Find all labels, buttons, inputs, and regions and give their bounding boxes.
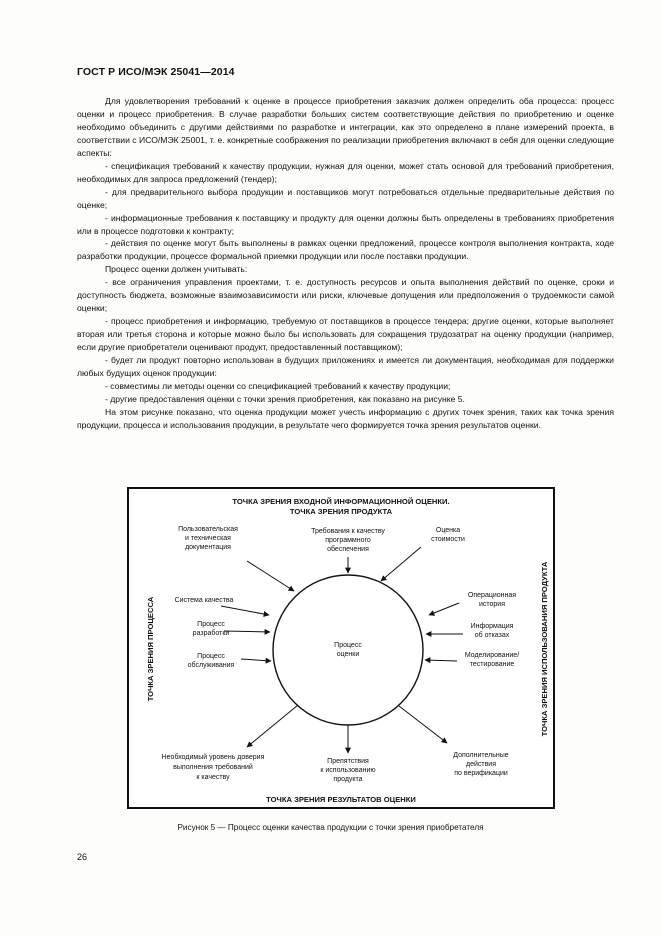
paragraph: - все ограничения управления проектами, т. е. доступность ресурсов и опыта выполнения действий по оценке, сроки и доступность бюджета, возможные взаимозависимости или риски, ключевые допущения или предположения о трудоемкости самой оценки; (77, 277, 614, 314)
paragraph: - процесс приобретения и информацию, требуемую от поставщиков в процессе тендера; другие оценки, которые выполняет вторая или третья сторона и которые можно было бы использовать для сокращения трудозатрат на оценку продукции (например, если другие приобретатели оценивают продукт, предоставленный поставщиком); (77, 316, 614, 353)
arrow (429, 603, 459, 615)
page-number: 26 (77, 852, 88, 862)
body-text (77, 95, 614, 432)
user-docs-label: Пользовательская (178, 526, 238, 533)
verification-actions-label: действия (465, 761, 497, 768)
modeling-testing-label: Моделирование/ (464, 652, 520, 659)
diagram-right-title: ТОЧКА ЗРЕНИЯ ИСПОЛЬЗОВАНИЯ ПРОДУКТА (540, 561, 549, 737)
arrow (399, 706, 447, 743)
operational-history-label: история (478, 601, 506, 608)
document-header: ГОСТ Р ИСО/МЭК 25041—2014 (77, 66, 235, 78)
diagram-product-title: ТОЧКА ЗРЕНИЯ ПРОДУКТА (289, 507, 393, 516)
paragraph: - другие предоставления оценки с точки зрения приобретения, как показано на рисунке 5. (105, 393, 465, 404)
paragraph: - совместимы ли методы оценки со спецификацией требований к качеству продукции; (105, 380, 451, 391)
trust-level-label: выполнения требований (173, 764, 253, 771)
arrow (247, 561, 294, 591)
paragraph: - для предварительного выбора продукции и поставщиков могут потребоваться отдельные предварительные действия по оценке; (77, 186, 614, 210)
paragraph: - информационные требования к поставщику и продукту для оценки должны быть определены в требованиях приобретения или в процессе подготовки к контракту; (77, 212, 614, 236)
paragraph: - спецификация требований к качеству продукции, нужная для оценки, может стать основой для требований приобретения, необходимых для запроса предложений (тендер); (77, 160, 614, 184)
evaluation-process-circle (273, 575, 423, 725)
quality-system-label: Система качества (174, 597, 234, 604)
arrow (224, 631, 270, 632)
arrow (241, 659, 271, 661)
cost-estimate-label: Оценка (435, 527, 461, 534)
usage-barriers-label: Препятствия (327, 758, 369, 765)
paragraph: Для удовлетворения требований к оценке в процессе приобретения заказчик должен определить оба процесса: процесс оценки и процесс приобретения. В случае разработки больших систем соответствующие действия по приобретению и оценке необходимо объединить с другими действиями по разработке и интеграции, как это определено в плане измерений проекта, в соответствии с ИСО/МЭК 25001, т. е. конкретные соображения по реализации приобретения включают в себя для оценки следующие аспекты: (77, 96, 614, 158)
arrow (221, 606, 269, 615)
paragraph: - будет ли продукт повторно использован в будущих приложениях и имеется ли документация, необходимая для поддержки любых будущих оценок продукции: (77, 355, 614, 379)
diagram-left-title: ТОЧКА ЗРЕНИЯ ПРОЦЕССА (146, 596, 155, 702)
verification-actions-label: Дополнительные (453, 752, 509, 759)
usage-barriers-label: к использованию (320, 767, 376, 774)
cost-estimate-label: стоимости (431, 536, 465, 543)
arrow (425, 660, 457, 661)
dev-process-label: разработки (192, 630, 230, 637)
user-docs-label: документация (185, 544, 231, 551)
modeling-testing-label: тестирование (469, 661, 515, 668)
quality-req-label: обеспечения (327, 546, 369, 553)
center-label-line: Процесс (334, 642, 362, 649)
trust-level-label: Необходимый уровень доверия (161, 754, 265, 761)
paragraph: Процесс оценки должен учитывать: (105, 264, 248, 275)
dev-process-label: Процесс (197, 621, 225, 628)
arrow (247, 705, 298, 747)
center-label-line: оценки (336, 651, 360, 658)
arrow (381, 547, 421, 581)
diagram-top-title: ТОЧКА ЗРЕНИЯ ВХОДНОЙ ИНФОРМАЦИОННОЙ ОЦЕНКИ. (232, 497, 450, 506)
usage-barriers-label: продукта (333, 776, 363, 783)
failure-info-label: об отказах (474, 632, 510, 639)
user-docs-label: и техническая (185, 535, 231, 542)
trust-level-label: к качеству (196, 774, 230, 781)
failure-info-label: Информация (470, 623, 514, 630)
paragraph: - действия по оценке могут быть выполнены в рамках оценки предложений, процессе контроля выполнения контракта, ходе разработки продукции, процессе формальной приемки продукции или после поставки продукции. (77, 238, 614, 262)
quality-req-label: Требования к качеству (311, 528, 385, 535)
figure-caption: Рисунок 5 — Процесс оценки качества продукции с точки зрения приобретателя (177, 823, 484, 832)
verification-actions-label: по верификации (454, 770, 508, 777)
maintenance-process-label: обслуживания (187, 662, 235, 669)
paragraph: На этом рисунке показано, что оценка продукции может учесть информацию с других точек зрения, таких как точка зрения продукции, процесса и использования продукции, в результате чего формируется точка зрения результатов оценки. (77, 406, 614, 430)
maintenance-process-label: Процесс (197, 653, 225, 660)
figure-diagram (127, 487, 555, 809)
diagram-bottom-title: ТОЧКА ЗРЕНИЯ РЕЗУЛЬТАТОВ ОЦЕНКИ (266, 795, 416, 804)
quality-req-label: программного (325, 537, 371, 544)
diagram-svg (129, 489, 553, 807)
operational-history-label: Операционная (467, 592, 517, 599)
